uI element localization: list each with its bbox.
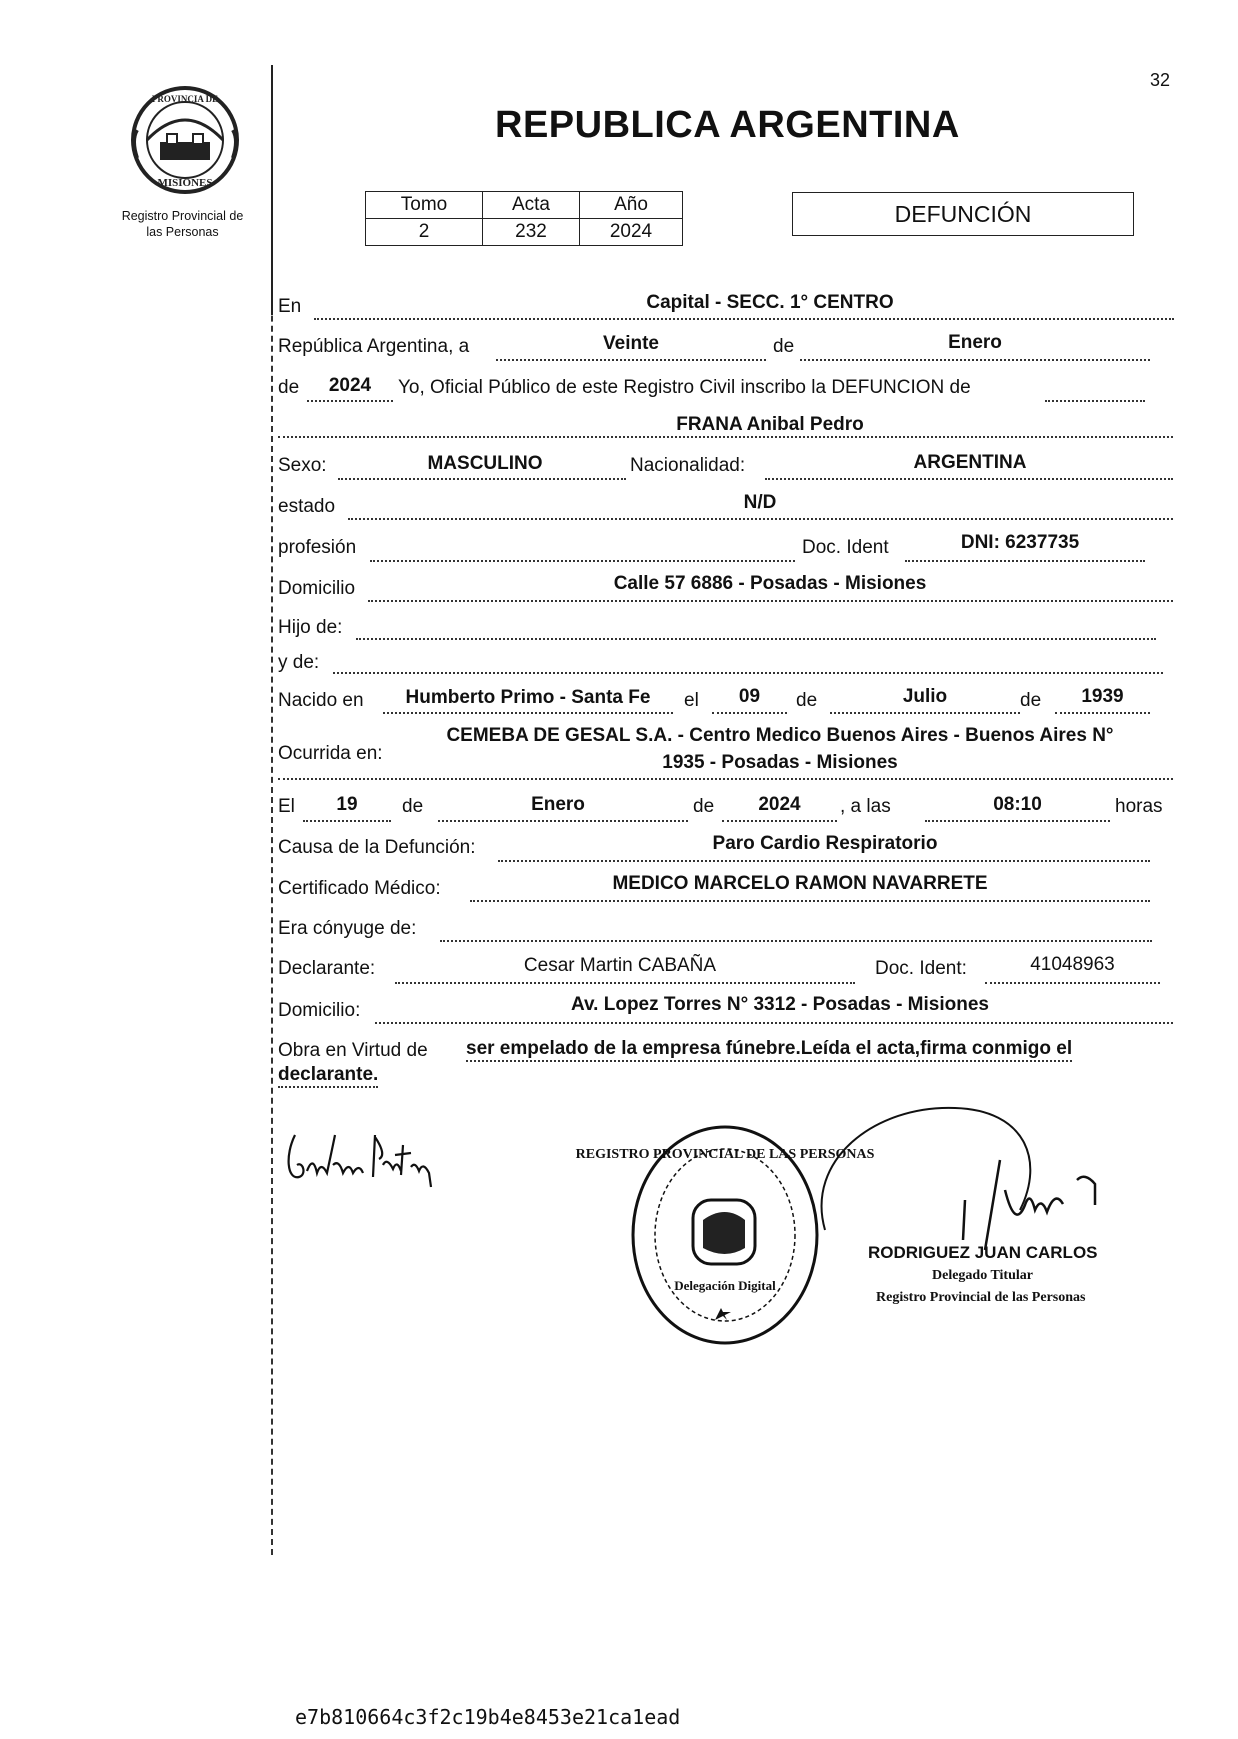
obra-value-line2: declarante. xyxy=(278,1064,378,1088)
year-value: 2024 xyxy=(328,375,372,396)
table-value-acta: 232 xyxy=(483,219,580,246)
document-hash: e7b810664c3f2c19b4e8453e21ca1ead xyxy=(295,1705,681,1729)
death-month: Enero xyxy=(531,794,585,815)
causa-value: Paro Cardio Respiratorio xyxy=(712,833,938,854)
ocurrida-line1: CEMEBA DE GESAL S.A. - Centro Medico Buenos Aires - Buenos Aires N° xyxy=(446,725,1114,746)
death-de1-label: de xyxy=(402,796,424,817)
dotted-line xyxy=(438,820,688,822)
seal-caption-line2: las Personas xyxy=(146,225,219,239)
birth-day: 09 xyxy=(738,686,761,707)
table-header-anio: Año xyxy=(580,192,683,219)
dotted-line xyxy=(370,560,795,562)
dotted-line xyxy=(307,400,393,402)
certificado-label: Certificado Médico: xyxy=(278,878,441,899)
birth-year: 1939 xyxy=(1081,686,1124,707)
dotted-line xyxy=(830,712,1020,714)
official-role: Delegado Titular xyxy=(932,1268,1033,1283)
table-header-tomo: Tomo xyxy=(366,192,483,219)
el2-label: El xyxy=(278,796,295,817)
seal-text-top: PROVINCIA DE xyxy=(151,94,219,104)
deceased-name: FRANA Anibal Pedro xyxy=(676,414,864,435)
dotted-line xyxy=(925,820,1110,822)
causa-label: Causa de la Defunción: xyxy=(278,837,476,858)
seal-text-bottom: MISIONES xyxy=(157,177,213,189)
table-value-tomo: 2 xyxy=(366,219,483,246)
de-label: de xyxy=(773,336,795,357)
nacionalidad-value: ARGENTINA xyxy=(913,452,1027,473)
page-number: 32 xyxy=(1150,70,1171,90)
dotted-line xyxy=(395,982,855,984)
dotted-line xyxy=(338,478,626,480)
obra-value-line1: ser empelado de la empresa fúnebre.Leída el acta,firma conmigo el xyxy=(466,1038,1072,1062)
dotted-line xyxy=(1045,400,1145,402)
domicilio2-label: Domicilio: xyxy=(278,1000,361,1021)
conyuge-label: Era cónyuge de: xyxy=(278,918,417,939)
en-label: En xyxy=(278,296,302,317)
declarant-signature xyxy=(283,1125,443,1195)
certificado-value: MEDICO MARCELO RAMON NAVARRETE xyxy=(612,873,988,894)
sexo-label: Sexo: xyxy=(278,455,327,476)
dotted-line xyxy=(383,712,673,714)
seal-caption-line1: Registro Provincial de xyxy=(121,209,244,223)
dotted-line xyxy=(356,638,1156,640)
republica-label: República Argentina, a xyxy=(278,336,470,357)
estado-label: estado xyxy=(278,496,336,517)
birth-de1-label: de xyxy=(796,690,818,711)
declarante-doc-label: Doc. Ident: xyxy=(875,958,967,979)
record-type-box: DEFUNCIÓN xyxy=(792,192,1134,236)
domicilio2-value: Av. Lopez Torres N° 3312 - Posadas - Misiones xyxy=(571,994,989,1015)
dotted-line xyxy=(333,672,1163,674)
dotted-line xyxy=(985,982,1160,984)
obra-label: Obra en Virtud de xyxy=(278,1040,428,1061)
margin-line-solid xyxy=(271,65,273,315)
doc-ident-value: DNI: 6237735 xyxy=(960,532,1080,553)
year-prefix-label: de xyxy=(278,377,300,398)
dotted-line xyxy=(314,318,1174,320)
official-registry: Registro Provincial de las Personas xyxy=(876,1290,1086,1305)
table-value-anio: 2024 xyxy=(580,219,683,246)
hijo-label: Hijo de: xyxy=(278,617,343,638)
estado-value: N/D xyxy=(743,492,777,513)
death-de2-label: de xyxy=(693,796,715,817)
dotted-line xyxy=(440,940,1152,942)
official-stamp-icon xyxy=(575,1120,875,1350)
dotted-line xyxy=(800,359,1150,361)
domicilio-label: Domicilio xyxy=(278,578,356,599)
dotted-line xyxy=(496,359,766,361)
yde-label: y de: xyxy=(278,652,320,673)
ocurrida-line2: 1935 - Posadas - Misiones xyxy=(662,752,898,773)
month-value: Enero xyxy=(948,332,1002,353)
en-value: Capital - SECC. 1° CENTRO xyxy=(646,292,894,313)
dotted-line xyxy=(1055,712,1150,714)
sexo-value: MASCULINO xyxy=(427,453,543,474)
death-year: 2024 xyxy=(758,794,801,815)
official-signature xyxy=(815,1100,1125,1260)
death-time: 08:10 xyxy=(993,794,1042,815)
ocurrida-label: Ocurrida en: xyxy=(278,743,383,764)
horas-label: horas xyxy=(1115,796,1163,817)
seal-caption xyxy=(100,208,265,240)
official-name: RODRIGUEZ JUAN CARLOS xyxy=(868,1243,1098,1262)
page-title: REPUBLICA ARGENTINA xyxy=(495,104,960,146)
dotted-line xyxy=(712,712,787,714)
dotted-line xyxy=(375,1022,1173,1024)
registry-table xyxy=(365,191,683,246)
official-text: Yo, Oficial Público de este Registro Civil inscribo la DEFUNCION de xyxy=(398,377,971,398)
death-day: 19 xyxy=(336,794,358,815)
dotted-line xyxy=(498,860,1150,862)
dotted-line xyxy=(722,820,837,822)
alas-label: , a las xyxy=(840,796,891,817)
nacido-label: Nacido en xyxy=(278,690,364,711)
table-header-acta: Acta xyxy=(483,192,580,219)
dotted-line xyxy=(303,820,391,822)
declarante-doc-value: 41048963 xyxy=(1030,954,1115,975)
dotted-line xyxy=(905,560,1145,562)
nacido-place: Humberto Primo - Santa Fe xyxy=(405,687,651,708)
birth-month: Julio xyxy=(902,686,948,707)
birth-de2-label: de xyxy=(1020,690,1042,711)
nacionalidad-label: Nacionalidad: xyxy=(630,455,746,476)
dotted-line xyxy=(348,518,1173,520)
profesion-label: profesión xyxy=(278,537,357,558)
stamp-ring-text: REGISTRO PROVINCIAL DE LAS PERSONAS xyxy=(575,1147,875,1162)
provincial-seal-icon xyxy=(125,80,245,200)
dotted-line xyxy=(470,900,1150,902)
dotted-line xyxy=(278,436,1173,438)
stamp-inner-text: Delegación Digital xyxy=(674,1278,776,1293)
declarante-label: Declarante: xyxy=(278,958,376,979)
el-label: el xyxy=(684,690,699,711)
dotted-line xyxy=(765,478,1173,480)
declarante-value: Cesar Martin CABAÑA xyxy=(523,955,717,976)
day-value: Veinte xyxy=(603,333,659,354)
dotted-line xyxy=(278,778,1173,780)
domicilio-value: Calle 57 6886 - Posadas - Misiones xyxy=(613,573,927,594)
doc-ident-label: Doc. Ident xyxy=(802,537,889,558)
dotted-line xyxy=(368,600,1173,602)
